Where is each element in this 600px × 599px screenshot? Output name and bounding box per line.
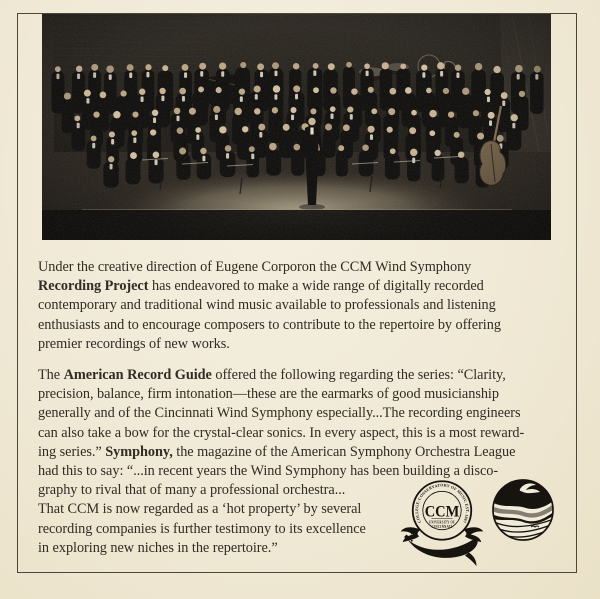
text-line: recording companies is further testimony to its excellence bbox=[38, 520, 366, 537]
seal-monogram: CCM bbox=[424, 501, 460, 521]
text-line: graphy to rival that of many a professional orchestra... bbox=[38, 482, 346, 499]
text-line: contemporary and traditional wind music available to professionals and listening bbox=[38, 297, 496, 314]
orchestra-photo-art bbox=[42, 14, 551, 240]
text-line: That CCM is now regarded as a ‘hot property’ by several bbox=[38, 501, 362, 518]
body-paragraph-recording-project bbox=[38, 258, 574, 354]
text-line: premier recordings of new works. bbox=[38, 335, 230, 352]
text-line: can also take a bow for the crystal-clear sonics. In every aspect, this is a most reward- bbox=[38, 424, 525, 441]
text-line: generally and of the Cincinnati Wind Symphony especially...The recording engineers bbox=[38, 405, 521, 422]
text-line: Recording Project has endeavored to make a wide range of digitally recorded bbox=[38, 278, 484, 295]
orchestra-photo bbox=[42, 14, 551, 240]
text-line: The American Record Guide offered the following regarding the series: “Clarity, bbox=[38, 367, 506, 383]
text-line: enthusiasts and to encourage composers to contribute to the repertoire by offering bbox=[38, 316, 501, 333]
text-line: Under the creative direction of Eugene Corporon the CCM Wind Symphony bbox=[38, 259, 472, 275]
waves-and-bird-circle-mark-icon bbox=[490, 477, 556, 543]
text-line: ing series.” Symphony, the magazine of the American Symphony Orchestra League bbox=[38, 443, 516, 460]
seal-subtext-1: UNIVERSITY OF bbox=[429, 520, 456, 525]
logo-group bbox=[398, 472, 574, 570]
text-line: in exploring new niches in the repertoire.” bbox=[38, 539, 278, 556]
ccm-seal-icon bbox=[398, 476, 486, 568]
text-line: had this to say: “...in recent years the Wind Symphony has been building a disco- bbox=[38, 462, 499, 479]
seal-wing-flourishes bbox=[401, 527, 483, 566]
seal-subtext-2: CINCINNATI bbox=[431, 525, 453, 530]
film-grain-overlay bbox=[42, 14, 551, 240]
seal-ring-text: COLLEGE-CONSERVATORY OF MUSIC EST. 1867 bbox=[414, 482, 470, 525]
text-line: precision, balance, firm intonation—these are the earmarks of good musicianship bbox=[38, 386, 499, 403]
